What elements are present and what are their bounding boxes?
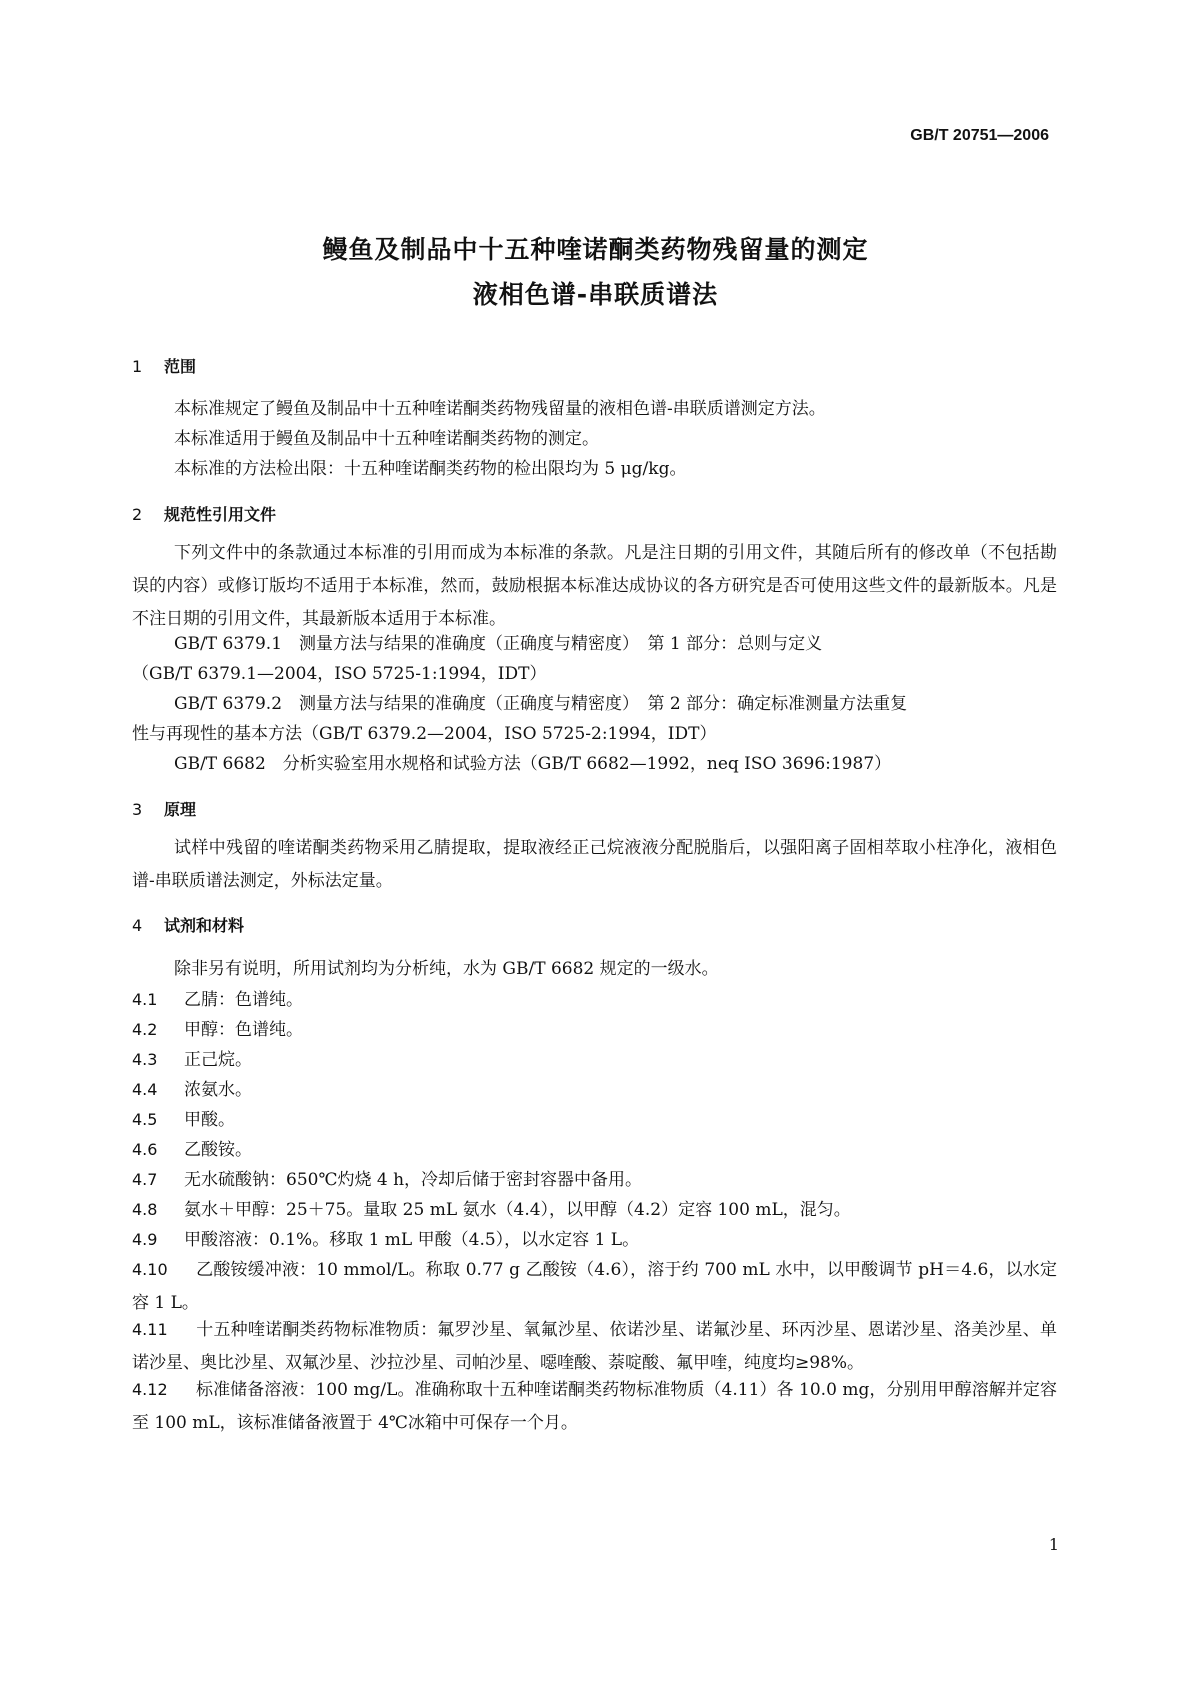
item-number: 4.8	[132, 1200, 158, 1219]
reagent-item	[132, 1133, 252, 1167]
section-number: 1	[132, 357, 143, 376]
reference-6379-2-line1: GB/T 6379.2 测量方法与结果的准确度（正确度与精密度） 第 2 部分：确定标准测量方法重复	[174, 694, 908, 714]
reagent-item	[132, 1223, 639, 1257]
item-number: 4.9	[132, 1230, 158, 1249]
standard-code: GB/T 20751—2006	[910, 127, 1049, 144]
item-text: 无水硫酸钠：650℃灼烧 4 h，冷却后储于密封容器中备用。	[184, 1170, 643, 1190]
item-number: 4.10	[132, 1260, 168, 1279]
reagent-item	[132, 1193, 851, 1227]
document-title: 鳗鱼及制品中十五种喹诺酮类药物残留量的测定	[322, 235, 869, 264]
scope-paragraph-1: 本标准规定了鳗鱼及制品中十五种喹诺酮类药物残留量的液相色谱-串联质谱测定方法。	[174, 399, 826, 419]
reference-6379-1-line1: GB/T 6379.1 测量方法与结果的准确度（正确度与精密度） 第 1 部分：总则与定义	[174, 634, 823, 654]
reference-6379-2-line2: 性与再现性的基本方法（GB/T 6379.2—2004，ISO 5725-2:1994，IDT）	[132, 724, 717, 744]
item-text: 乙腈：色谱纯。	[184, 990, 303, 1010]
item-number: 4.4	[132, 1080, 158, 1099]
section-title: 规范性引用文件	[164, 505, 277, 524]
reagent-item	[132, 1073, 252, 1107]
reagent-item	[132, 983, 303, 1017]
section-number: 4	[132, 916, 143, 935]
item-number: 4.1	[132, 990, 158, 1009]
section-title: 范围	[164, 357, 197, 376]
reagent-item	[132, 1313, 1057, 1380]
reagent-item	[132, 1163, 642, 1197]
item-text: 甲醇：色谱纯。	[184, 1020, 303, 1040]
reagent-item	[132, 1253, 1057, 1320]
item-text: 乙酸铵。	[184, 1140, 252, 1160]
item-text: 正己烷。	[184, 1050, 252, 1070]
section-heading-reagents	[132, 913, 244, 936]
reagent-item	[132, 1043, 252, 1077]
reagent-item	[132, 1373, 1057, 1440]
item-number: 4.11	[132, 1320, 168, 1339]
reference-6682: GB/T 6682 分析实验室用水规格和试验方法（GB/T 6682—1992，neq ISO 3696:1987）	[174, 754, 892, 774]
item-number: 4.12	[132, 1380, 168, 1399]
reagent-item	[132, 1013, 303, 1047]
item-text: 标准储备溶液：100 mg/L。准确称取十五种喹诺酮类药物标准物质（4.11）各 10.0 mg，分别用甲醇溶解并定容至 100 mL，该标准储备液置于 4℃冰箱中可保存一个月。	[132, 1380, 1057, 1433]
references-paragraph: 下列文件中的条款通过本标准的引用而成为本标准的条款。凡是注日期的引用文件，其随后所有的修改单（不包括勘误的内容）或修订版均不适用于本标准，然而，鼓励根据本标准达成协议的各方研究是否可使用这些文件的最新版本。凡是不注日期的引用文件，其最新版本适用于本标准。	[132, 543, 1057, 629]
item-text: 乙酸铵缓冲液：10 mmol/L。称取 0.77 g 乙酸铵（4.6），溶于约 700 mL 水中，以甲酸调节 pH＝4.6，以水定容 1 L。	[132, 1260, 1057, 1313]
item-number: 4.5	[132, 1110, 158, 1129]
section-title: 原理	[164, 800, 197, 819]
item-number: 4.3	[132, 1050, 158, 1069]
principle-paragraph: 试样中残留的喹诺酮类药物采用乙腈提取，提取液经正己烷液液分配脱脂后，以强阳离子固相萃取小柱净化，液相色谱-串联质谱法测定，外标法定量。	[132, 838, 1057, 891]
scope-paragraph-2: 本标准适用于鳗鱼及制品中十五种喹诺酮类药物的测定。	[174, 429, 599, 449]
scope-paragraph-3: 本标准的方法检出限：十五种喹诺酮类药物的检出限均为 5 μg/kg。	[174, 459, 687, 479]
item-text: 甲酸溶液：0.1%。移取 1 mL 甲酸（4.5），以水定容 1 L。	[184, 1230, 640, 1250]
item-text: 浓氨水。	[184, 1080, 252, 1100]
item-number: 4.2	[132, 1020, 158, 1039]
document-subtitle: 液相色谱-串联质谱法	[472, 280, 719, 309]
section-title: 试剂和材料	[164, 916, 245, 935]
item-text: 氨水＋甲醇：25＋75。量取 25 mL 氨水（4.4），以甲醇（4.2）定容 100 mL，混匀。	[184, 1200, 851, 1220]
section-heading-normative-references	[132, 502, 276, 525]
section-number: 2	[132, 505, 143, 524]
item-number: 4.6	[132, 1140, 158, 1159]
item-text: 十五种喹诺酮类药物标准物质：氟罗沙星、氧氟沙星、依诺沙星、诺氟沙星、环丙沙星、恩诺沙星、洛美沙星、单诺沙星、奥比沙星、双氟沙星、沙拉沙星、司帕沙星、噁喹酸、萘啶酸、氟甲喹，纯度均≥98%。	[132, 1320, 1057, 1373]
reference-6379-1-line2: （GB/T 6379.1—2004，ISO 5725-1:1994，IDT）	[132, 664, 547, 684]
item-text: 甲酸。	[184, 1110, 235, 1130]
section-heading-scope	[132, 354, 196, 377]
section-heading-principle	[132, 797, 196, 820]
page-number: 1	[1048, 1535, 1059, 1554]
reagent-item	[132, 1103, 235, 1137]
reagents-intro: 除非另有说明，所用试剂均为分析纯，水为 GB/T 6682 规定的一级水。	[174, 959, 719, 979]
section-number: 3	[132, 800, 143, 819]
item-number: 4.7	[132, 1170, 158, 1189]
